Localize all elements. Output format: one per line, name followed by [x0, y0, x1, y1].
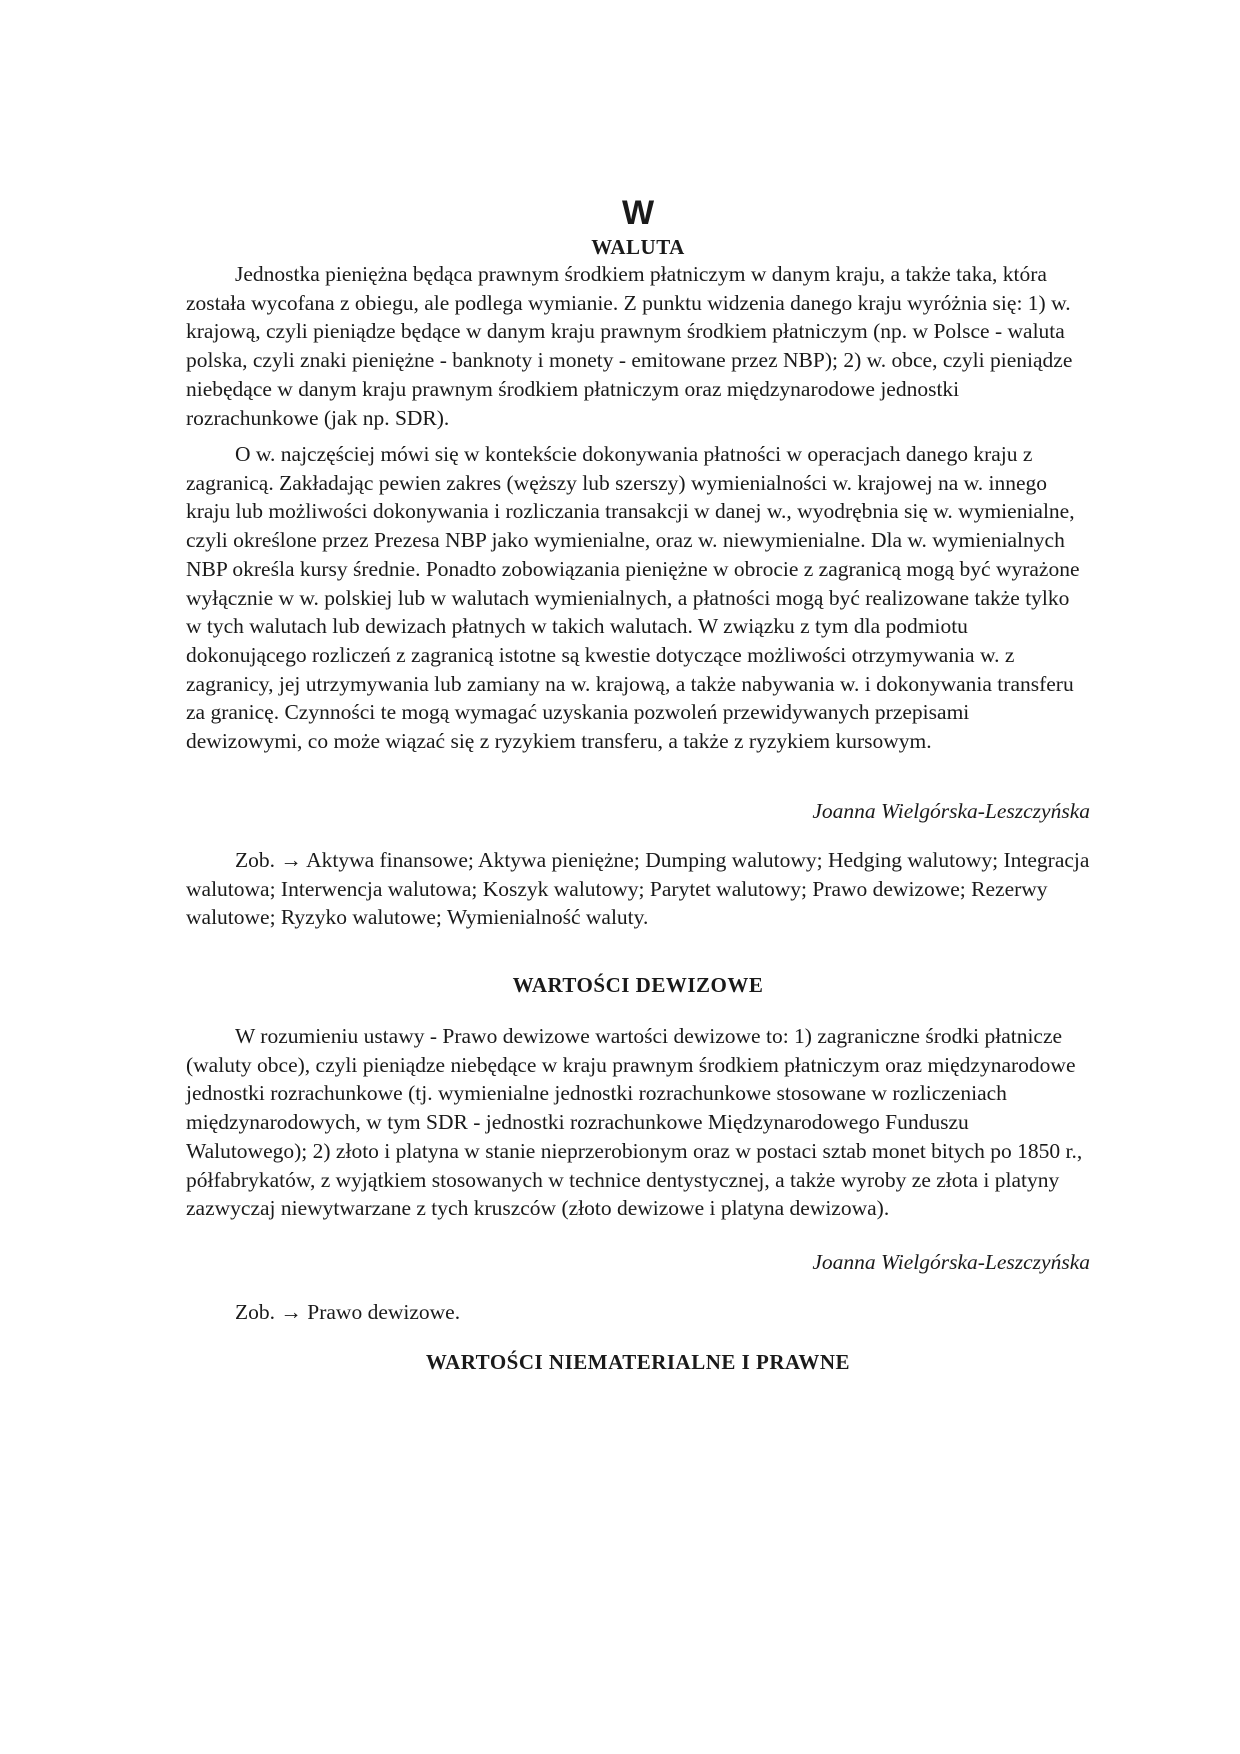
- entry-paragraph: W rozumieniu ustawy - Prawo dewizowe wartości dewizowe to: 1) zagraniczne środki płatnicze (waluty obce), czyli pieniądze niebędące w kraju prawnym środkiem płatniczym oraz międzynarodowe jednostki rozrachunkowe (tj. wymienialne jednostki rozrachunkowe stosowane w rozliczeniach międzynarodowych, w tym SDR - jednostki rozrachunkowe Międzynarodowego Funduszu Walutowego); 2) złoto i platyna w stanie nieprzerobionym oraz w postaci sztab monet bitych po 1850 r., półfabrykatów, z wyjątkiem stosowanych w technice dentystycznej, a także wyroby ze złota i platyny zazwyczaj niewytwarzane z tych kruszców (złoto dewizowe i platyna dewizowa).: [186, 1024, 1083, 1221]
- entry-title-wartosci-niematerialne: WARTOŚCI NIEMATERIALNE I PRAWNE: [425, 1350, 851, 1374]
- entry-author: Joanna Wielgórska-Leszczyńska: [812, 799, 1090, 823]
- see-also-references: Zob. → Aktywa finansowe; Aktywa pieniężne; Dumping walutowy; Hedging walutowy; Integracja walutowa; Interwencja walutowa; Koszyk walutowy; Parytet walutowy; Prawo dewizowe; Rezerwy walutowe; Ryzyko walutowe; Wymienialność waluty.: [186, 848, 1090, 930]
- entry-title-wartosci-dewizowe: WARTOŚCI DEWIZOWE: [512, 973, 764, 997]
- section-letter: W: [621, 194, 655, 232]
- entry-paragraph: O w. najczęściej mówi się w kontekście dokonywania płatności w operacjach danego kraju z zagranicą. Zakładając pewien zakres (węższy lub szerszy) wymienialności w. krajowej na w. innego kraju lub możliwości dokonywania i rozliczania transakcji w danej w., wyodrębnia się w. wymienialne, czyli określone przez Prezesa NBP jako wymienialne, oraz w. niewymienialne. Dla w. wymienialnych NBP określa kursy średnie. Ponadto zobowiązania pieniężne w obrocie z zagranicą mogą być wyrażone wyłącznie w w. polskiej lub w walutach wymienialnych, a płatności mogą być realizowane także tylko w tych walutach lub dewizach płatnych w takich walutach. W związku z tym dla podmiotu dokonującego rozliczeń z zagranicą istotne są kwestie dotyczące możliwości otrzymywania w. z zagranicy, jej utrzymywania lub zamiany na w. krajową, a także nabywania w. i dokonywania transferu za granicę. Czynności te mogą wymagać uzyskania pozwoleń przewidywanych przepisami dewizowymi, co może wiązać się z ryzykiem transferu, a także z ryzykiem kursowym.: [186, 442, 1080, 754]
- entry-author: Joanna Wielgórska-Leszczyńska: [812, 1250, 1090, 1274]
- see-also-references: Zob. → Prawo dewizowe.: [235, 1300, 461, 1324]
- entry-title-waluta: WALUTA: [591, 235, 685, 259]
- entry-paragraph: Jednostka pieniężna będąca prawnym środkiem płatniczym w danym kraju, a także taka, która została wycofana z obiegu, ale podlega wymianie. Z punktu widzenia danego kraju wyróżnia się: 1) w. krajową, czyli pieniądze będące w danym kraju prawnym środkiem płatniczym (np. w Polsce - waluta polska, czyli znaki pieniężne - banknoty i monety - emitowane przez NBP); 2) w. obce, czyli pieniądze niebędące w danym kraju prawnym środkiem płatniczym oraz międzynarodowe jednostki rozrachunkowe (jak np. SDR).: [186, 262, 1073, 430]
